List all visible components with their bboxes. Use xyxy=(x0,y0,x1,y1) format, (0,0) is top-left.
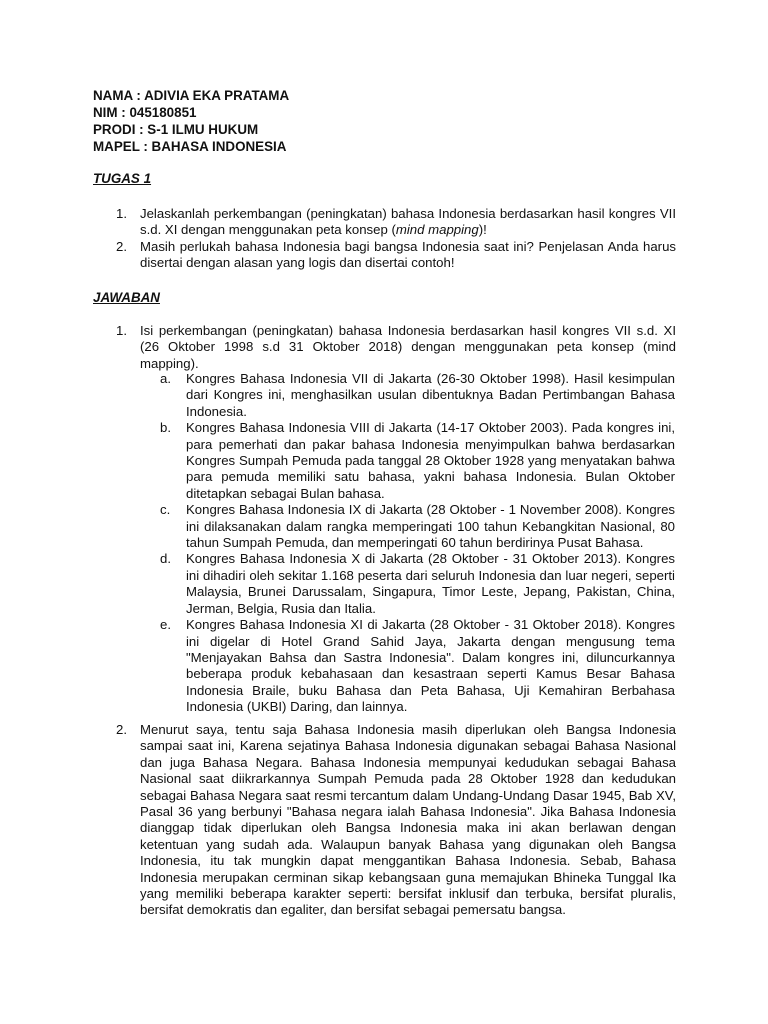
question-text-italic: mind mapping xyxy=(395,222,479,238)
kongres-text: Kongres Bahasa Indonesia X di Jakarta (28 Oktober - 31 Oktober 2013). Kongres ini dihadiri oleh sekitar 1.168 peserta dari seluruh Indonesia dan luar negeri, seperti Malaysia, Brunei Darussalam, Singapura, Timor Leste, Jepang, Pakistan, China, Jerman, Belgia, Rusia dan Italia. xyxy=(186,551,675,616)
answer-item-2 xyxy=(116,722,676,919)
question-number: 1. xyxy=(116,206,127,221)
question-list xyxy=(116,206,676,272)
question-number: 2. xyxy=(116,238,127,254)
kongres-letter: b. xyxy=(160,420,171,436)
answer-text: Isi perkembangan (peningkatan) bahasa Indonesia berdasarkan hasil kongres VII s.d. XI (26 Oktober 1998 s.d 31 Oktober 2018) dengan menggunakan peta konsep (mind mapping). xyxy=(140,323,676,371)
student-mapel: MAPEL : BAHASA INDONESIA xyxy=(93,139,287,154)
student-name: NAMA : ADIVIA EKA PRATAMA xyxy=(93,88,290,103)
kongres-letter: d. xyxy=(160,551,171,567)
kongres-letter: e. xyxy=(160,617,171,633)
answer-item-1 xyxy=(116,323,676,372)
kongres-item xyxy=(160,420,675,502)
answer-text: Menurut saya, tentu saja Bahasa Indonesia masih diperlukan oleh Bangsa Indonesia sampai saat ini, Karena sejatinya Bahasa Indonesia digunakan sebagai Bahasa Nasional dan juga Bahasa Negara. Bahasa Indonesia mempunyai kedudukan sebagai Bahasa Nasional saat diikrarkannya Sumpah Pemuda pada 28 Oktober 1928 dan kedudukan sebagai Bahasa Negara saat resmi tercantum dalam Undang-Undang Dasar 1945, Bab XV, Pasal 36 yang berbunyi "Bahasa negara ialah Bahasa Indonesia". Jika Bahasa Indonesia dianggap tidak diperlukan oleh Bangsa Indonesia maka ini akan berlawan dengan ketentuan yang sudah ada. Walaupun banyak Bahasa yang digunakan oleh Bangsa Indonesia, itu tak mungkin dapat menggantikan Bahasa Indonesia. Sebab, Bahasa Indonesia merupakan cerminan sikap kebangsaan guna memajukan Bhineka Tunggal Ika yang memiliki beberapa karakter seperti: bersifat inklusif dan terbuka, bersifat pluralis, bersifat demokratis dan egaliter, dan bersifat sebagai pemersatu bangsa. xyxy=(140,722,676,918)
question-text: Masih perlukah bahasa Indonesia bagi bangsa Indonesia saat ini? Penjelasan Anda harus disertai dengan alasan yang logis dan disertai contoh! xyxy=(140,238,676,271)
kongres-text: Kongres Bahasa Indonesia IX di Jakarta (28 Oktober - 1 November 2008). Kongres ini dilaksanakan dalam rangka memperingati 100 tahun Kebangkitan Nasional, 80 tahun Sumpah Pemuda, dan memperingati 60 tahun berdirinya Pusat Bahasa. xyxy=(186,502,675,551)
kongres-item xyxy=(160,551,675,617)
jawaban-title: JAWABAN xyxy=(93,290,160,305)
answer-number: 1. xyxy=(116,323,127,338)
question-text: Jelaskanlah perkembangan (peningkatan) bahasa Indonesia berdasarkan hasil kongres VII s.d. XI dengan menggunakan peta konsep ( xyxy=(140,206,676,238)
kongres-letter: a. xyxy=(160,371,171,386)
student-nim: NIM : 045180851 xyxy=(93,105,197,120)
kongres-list xyxy=(160,371,675,716)
kongres-item xyxy=(160,371,675,420)
question-item-2 xyxy=(116,239,676,272)
student-prodi: PRODI : S-1 ILMU HUKUM xyxy=(93,122,259,137)
answer-list-1 xyxy=(116,323,676,372)
kongres-item xyxy=(160,502,675,551)
kongres-text: Kongres Bahasa Indonesia VII di Jakarta (26-30 Oktober 1998). Hasil kesimpulan dari Kongres ini, menghasilkan usulan dibentuknya Badan Pertimbangan Bahasa Indonesia. xyxy=(186,371,675,419)
answer-number: 2. xyxy=(116,722,127,737)
kongres-item xyxy=(160,617,675,715)
question-item-1 xyxy=(116,206,676,239)
tugas-title: TUGAS 1 xyxy=(93,171,152,186)
kongres-text: Kongres Bahasa Indonesia XI di Jakarta (28 Oktober - 31 Oktober 2018). Kongres ini digelar di Hotel Grand Sahid Jaya, Jakarta dengan mengusung tema "Menjayakan Bahsa dan Sastra Indonesia". Dalam kongres ini, diluncurkannya beberapa produk kebahasaan dan kesastraan seperti Kamus Besar Bahasa Indonesia Braile, buku Bahasa dan Peta Bahasa, Uji Kemahiran Berbahasa Indonesia (UKBI) Daring, dan lainnya. xyxy=(186,617,675,715)
kongres-text: Kongres Bahasa Indonesia VIII di Jakarta (14-17 Oktober 2003). Pada kongres ini, para pemerhati dan pakar bahasa Indonesia menyimpulkan bahwa berdasarkan Kongres Sumpah Pemuda pada tanggal 28 Oktober 1928 yang menyatakan bahwa para pemuda memiliki satu bahasa, yakni bahasa Indonesia. Bulan Oktober ditetapkan sebagai Bulan bahasa. xyxy=(186,420,675,501)
student-header xyxy=(93,87,289,155)
answer-list-2 xyxy=(116,722,676,919)
kongres-letter: c. xyxy=(160,502,171,518)
question-text-end: )! xyxy=(478,222,487,238)
